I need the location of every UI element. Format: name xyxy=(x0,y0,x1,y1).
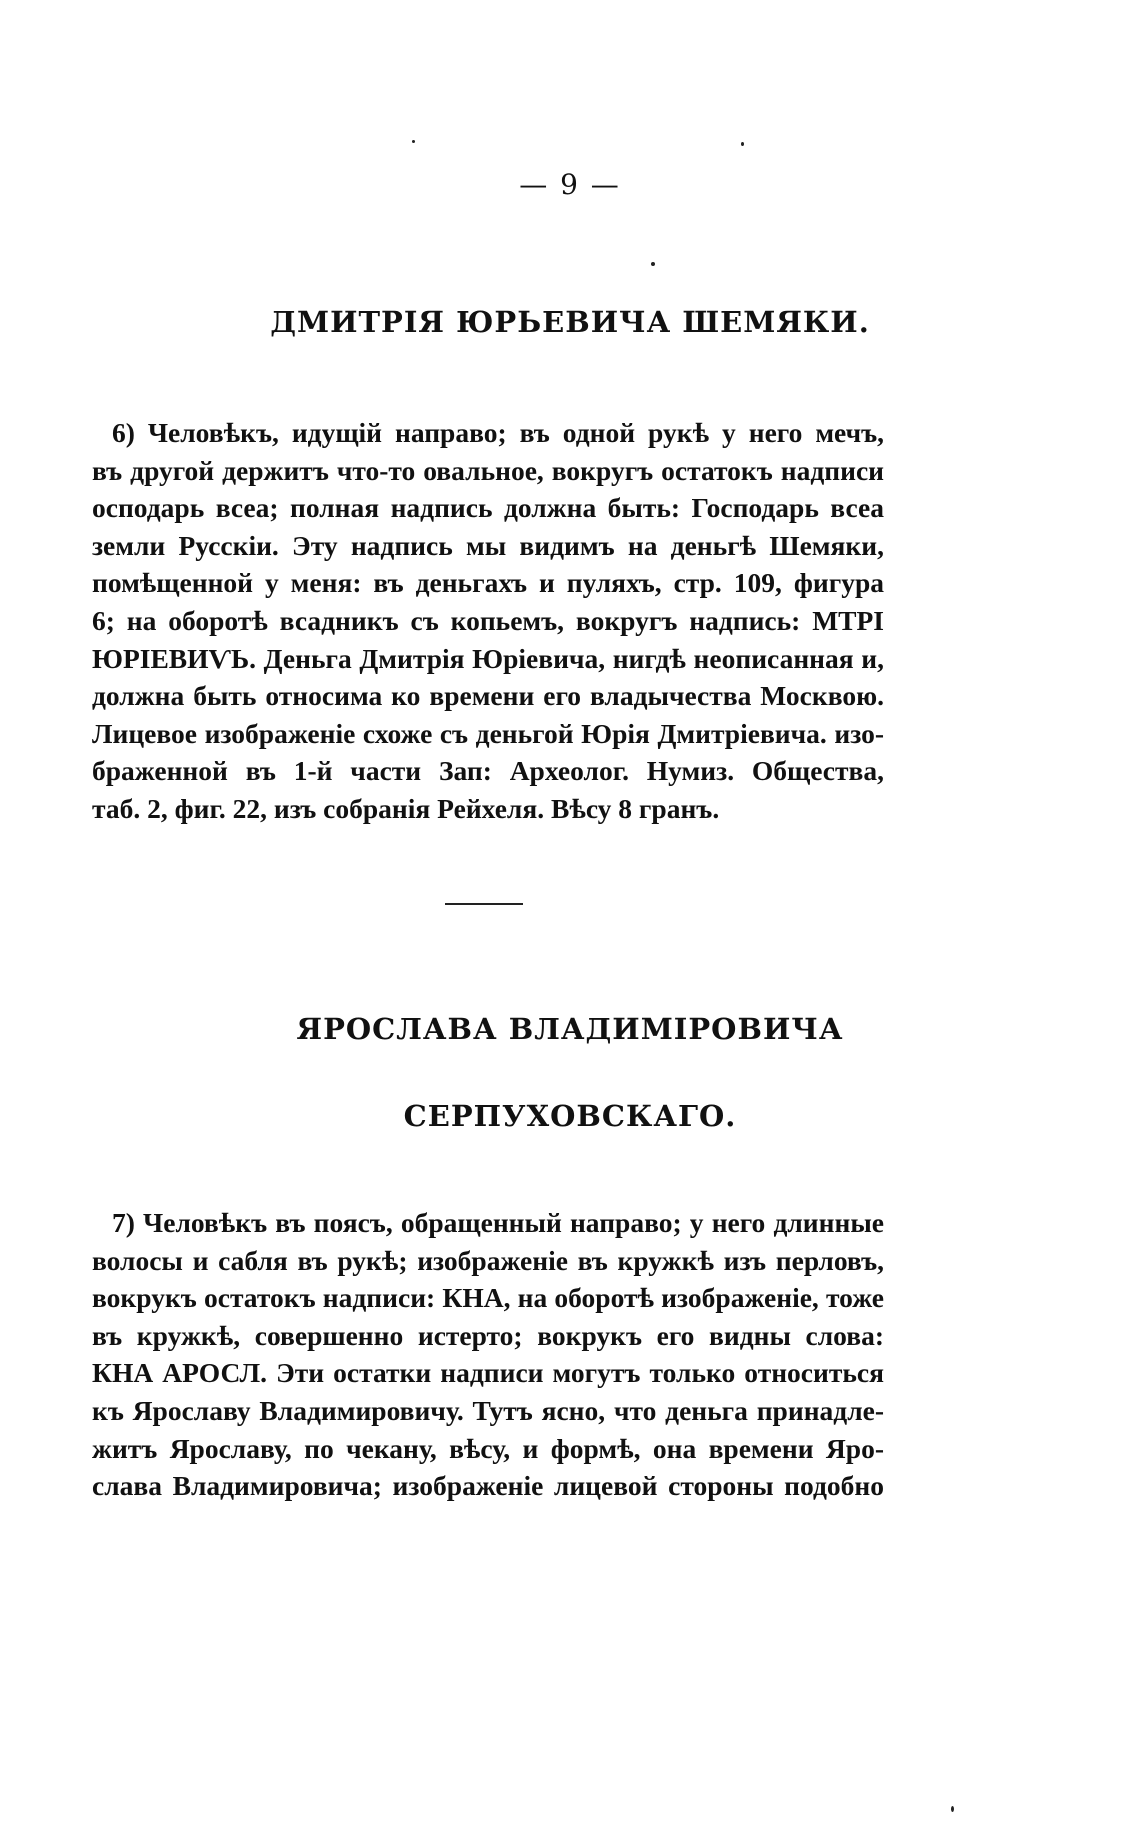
text-line: слава Владимировича; изображеніе лицевой стороны подобно xyxy=(92,1470,884,1502)
section-separator xyxy=(445,903,523,905)
print-speck xyxy=(651,262,655,266)
text-line: 7) Человѣкъ въ поясъ, обращенный направо; у него длинные xyxy=(112,1207,884,1238)
text-line: въ другой держитъ что-то овальное, вокругъ остатокъ надписи xyxy=(92,454,884,486)
section-heading-shemyaka: ДМИТРІЯ ЮРЬЕВИЧА ШЕМЯКИ. xyxy=(270,305,870,339)
text-line: 6; на оборотѣ всадникъ съ копьемъ, вокругъ надпись: МТРІ xyxy=(92,604,884,636)
text-line: въ кружкѣ, совершенно истерто; вокрукъ его видны слова: xyxy=(92,1319,884,1351)
section-heading-serpukhov: СЕРПУХОВСКАГО. xyxy=(403,1099,737,1133)
text-line: вокрукъ остатокъ надписи: КНА, на оборотѣ изображеніе, тоже xyxy=(92,1282,884,1314)
page-number: — 9 — xyxy=(519,168,621,201)
paragraph-6 xyxy=(92,414,884,828)
text-line: должна быть относима ко времени его владычества Москвою. xyxy=(92,680,884,712)
text-line: Лицевое изображеніе схоже съ деньгой Юрія Дмитріевича. изо- xyxy=(92,717,884,749)
text-line: 6) Человѣкъ, идущій направо; въ одной рукѣ у него мечъ, xyxy=(112,417,884,448)
text-line: волосы и сабля въ рукѣ; изображеніе въ кружкѣ изъ перловъ, xyxy=(92,1244,884,1276)
text-line: осподарь всеа; полная надпись должна быть: Господарь всеа xyxy=(92,492,884,524)
text-line: житъ Ярославу, по чекану, вѣсу, и формѣ, она времени Яро- xyxy=(92,1432,884,1464)
print-speck xyxy=(741,142,744,146)
paragraph-7 xyxy=(92,1204,884,1505)
text-line: таб. 2, фиг. 22, изъ собранія Рейхеля. Вѣсу 8 гранъ. xyxy=(92,792,720,824)
text-line: земли Русскіи. Эту надпись мы видимъ на деньгѣ Шемяки, xyxy=(92,529,884,561)
text-line: КНА АРОСЛ. Эти остатки надписи могутъ только относиться xyxy=(92,1357,884,1389)
text-line: ЮРІЕВИѴЬ. Деньга Дмитрія Юріевича, нигдѣ неописанная и, xyxy=(92,642,884,674)
text-line: къ Ярославу Владимировичу. Тутъ ясно, что деньга принадле- xyxy=(92,1394,884,1426)
print-speck xyxy=(412,140,415,143)
section-heading-yaroslav: ЯРОСЛАВА ВЛАДИМІРОВИЧА xyxy=(296,1012,844,1046)
text-line: браженной въ 1-й части Зап: Археолог. Нумиз. Общества, xyxy=(92,755,884,787)
text-line: помѣщенной у меня: въ деньгахъ и пуляхъ, стр. 109, фигура xyxy=(92,567,884,599)
print-speck xyxy=(951,1806,954,1812)
